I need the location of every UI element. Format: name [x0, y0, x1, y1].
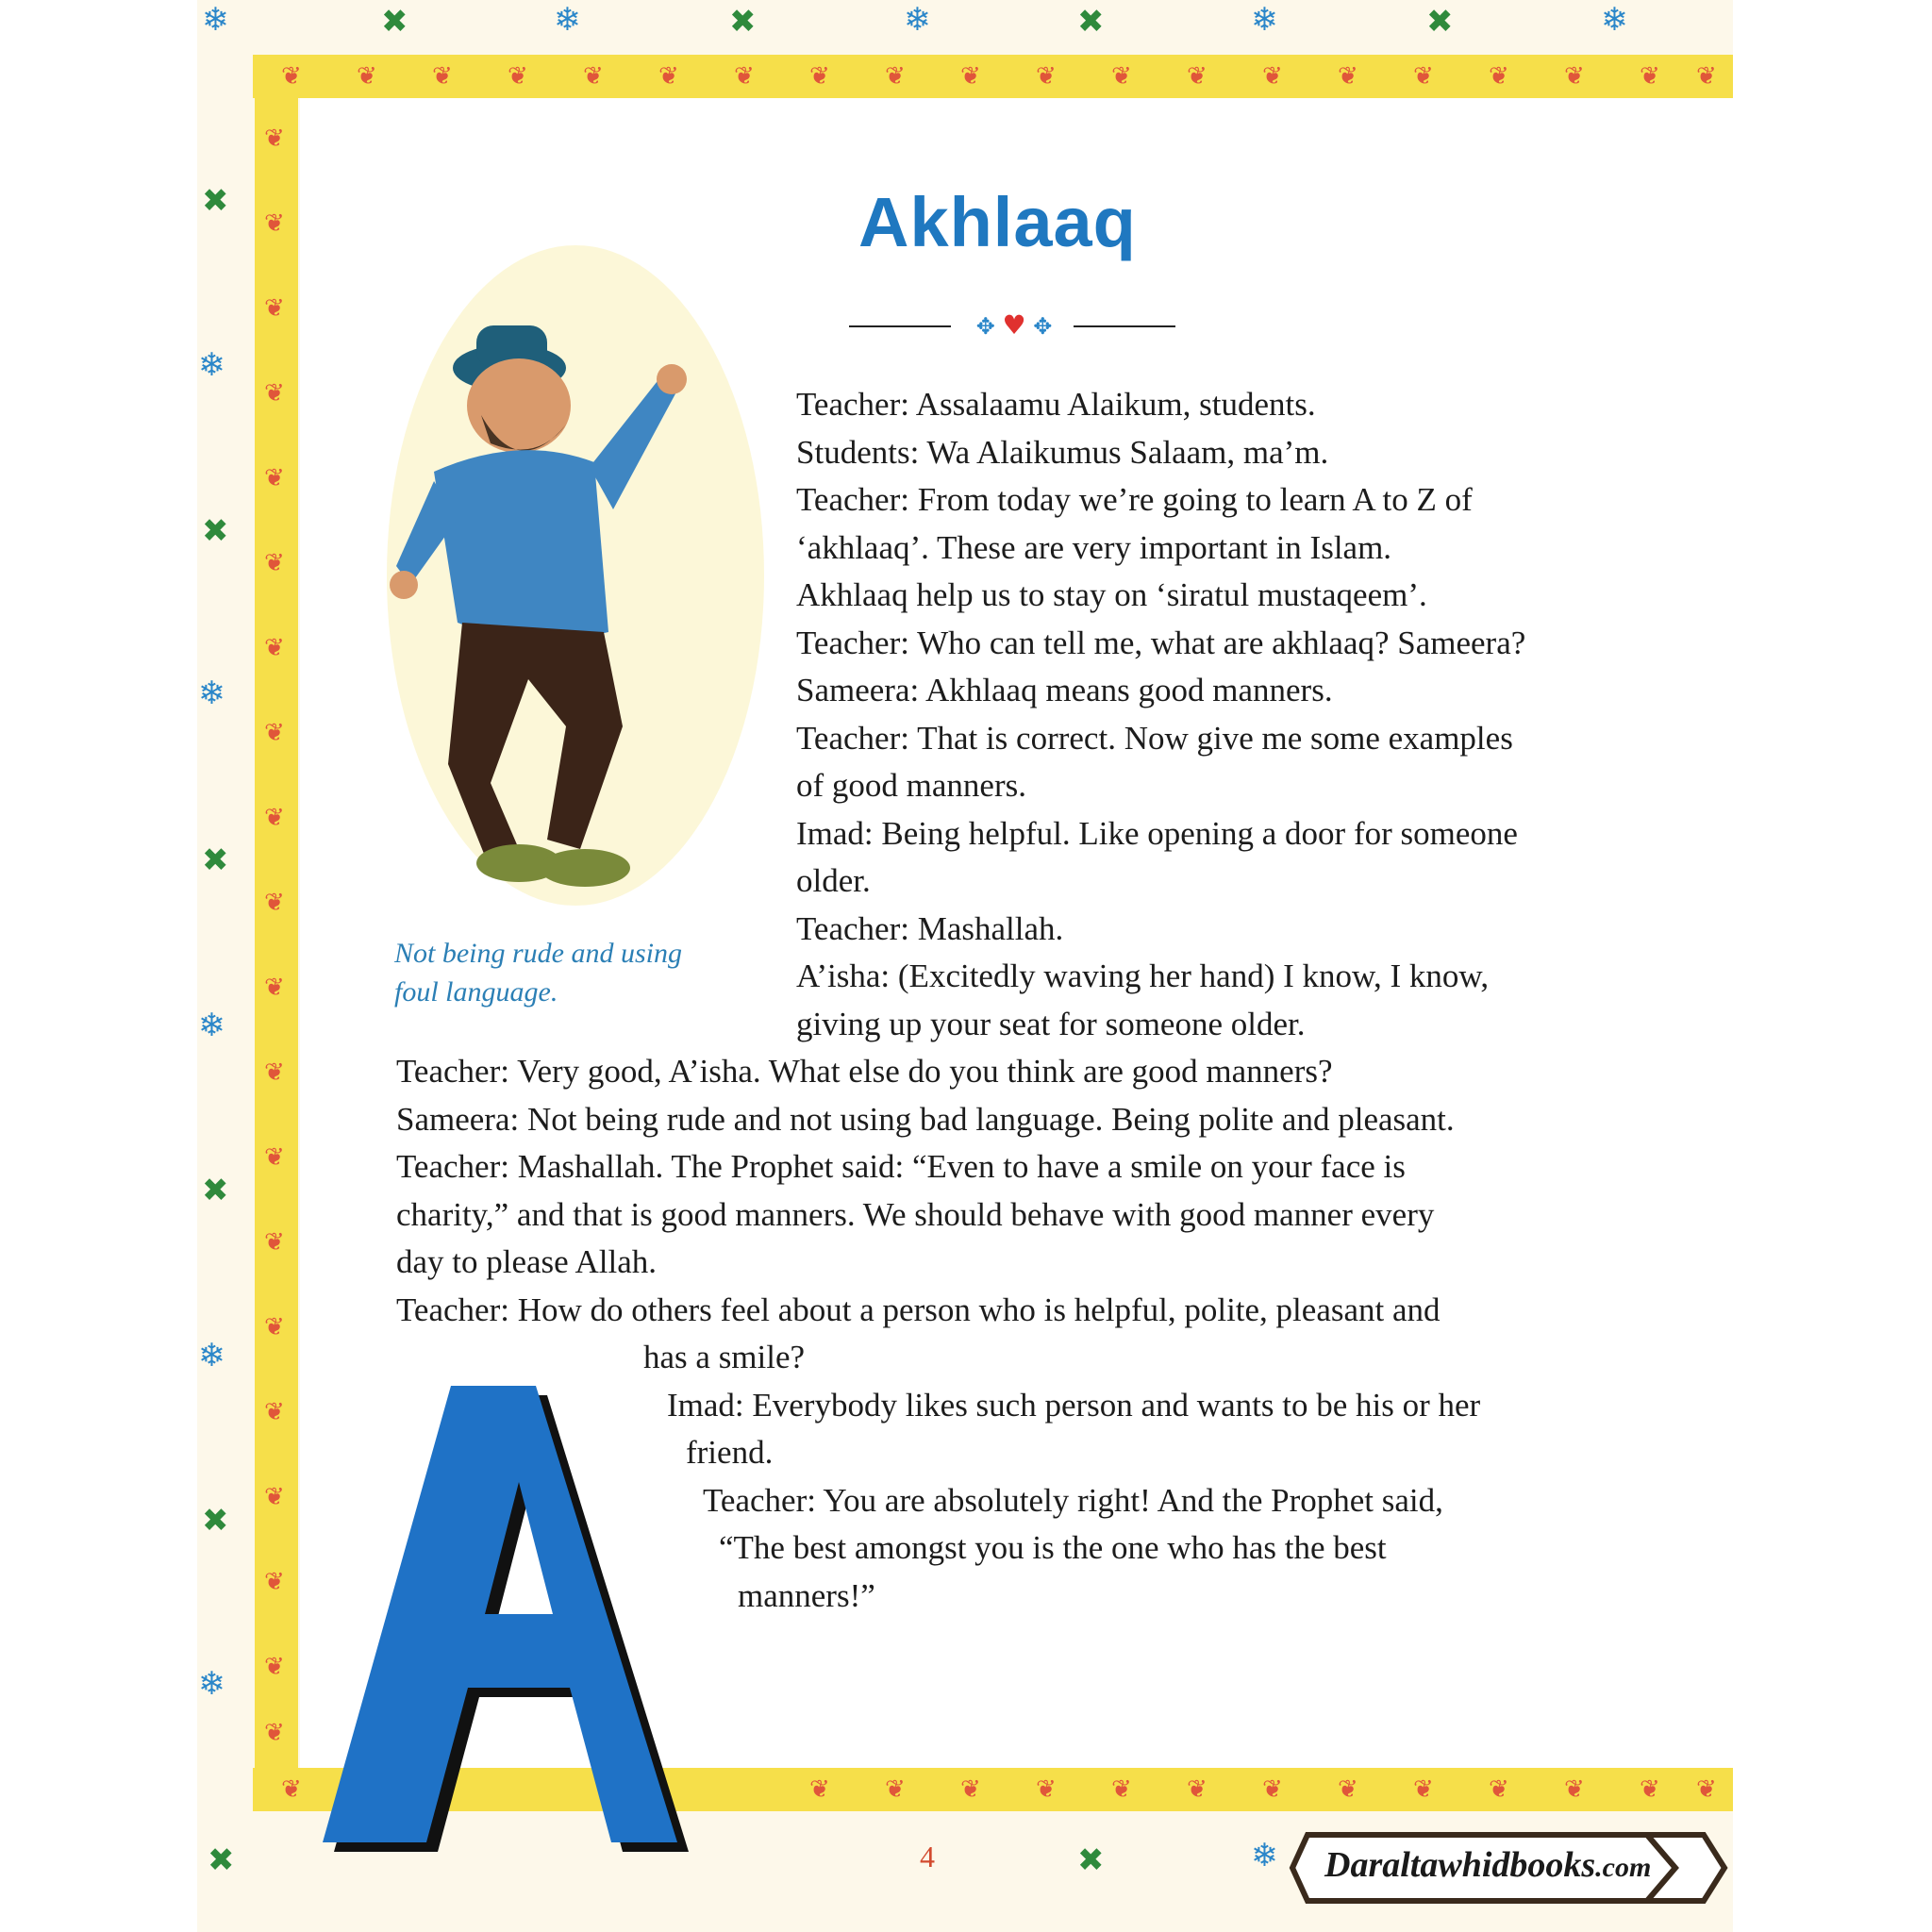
- dialog-top: [796, 381, 1525, 1048]
- dialog-line: Imad: Being helpful. Like opening a door for someone: [796, 814, 1518, 852]
- dialog-line: giving up your seat for someone older.: [796, 1005, 1306, 1042]
- dialog-line: Teacher: From today we’re going to learn A to Z of: [796, 481, 1473, 518]
- tulip-icon: ❦: [1696, 1775, 1717, 1804]
- snowflake-icon: ❄: [1251, 1, 1278, 39]
- tulip-icon: ❦: [960, 62, 981, 91]
- dialog-line: “The best amongst you is the one who has the best: [719, 1529, 1387, 1566]
- tulip-icon: ❦: [1564, 1775, 1585, 1804]
- heart-icon: ♥: [1002, 309, 1026, 341]
- snowflake-icon: ❄: [198, 675, 225, 712]
- tulip-icon: ❦: [1338, 1775, 1358, 1804]
- leaf-icon: ✖: [381, 3, 408, 41]
- big-letter: [321, 1382, 811, 1854]
- tulip-icon: ❦: [885, 1775, 906, 1804]
- tulip-icon: ❦: [264, 549, 285, 577]
- tulip-icon: ❦: [264, 1568, 285, 1596]
- tulip-icon: ❦: [1187, 62, 1208, 91]
- dialog-line: Teacher: Mashallah.: [796, 909, 1064, 947]
- tulip-icon: ❦: [281, 62, 302, 91]
- snowflake-icon: ❄: [198, 1007, 225, 1044]
- page-title: Akhlaaq: [858, 183, 1137, 261]
- dialog-line: manners!”: [738, 1576, 875, 1614]
- dialog-middle: [396, 1048, 1455, 1334]
- top-border: [253, 55, 1733, 98]
- tulip-icon: ❦: [1187, 1775, 1208, 1804]
- leaf-icon: ✖: [1077, 3, 1105, 41]
- tulip-icon: ❦: [281, 1775, 302, 1804]
- tulip-icon: ❦: [1696, 62, 1717, 91]
- tulip-icon: ❦: [264, 974, 285, 1002]
- tulip-icon: ❦: [1111, 62, 1132, 91]
- dialog-line: Teacher: Assalaamu Alaikum, students.: [796, 386, 1316, 423]
- tulip-icon: ❦: [264, 1398, 285, 1426]
- tulip-icon: ❦: [264, 294, 285, 323]
- dialog-line: charity,” and that is good manners. We should behave with good manner every: [396, 1195, 1435, 1233]
- snowflake-icon: ❄: [202, 1, 229, 39]
- tulip-icon: ❦: [264, 1143, 285, 1172]
- page-number: 4: [920, 1840, 935, 1874]
- tulip-icon: ❦: [357, 62, 377, 91]
- tulip-icon: ❦: [809, 1775, 830, 1804]
- tulip-icon: ❦: [508, 62, 528, 91]
- caption-line: foul language.: [394, 976, 558, 1008]
- tulip-icon: ❦: [1036, 1775, 1057, 1804]
- tulip-icon: ❦: [1036, 62, 1057, 91]
- divider-ornament: [962, 311, 1066, 341]
- dialog-line: ‘akhlaaq’. These are very important in Islam.: [796, 528, 1392, 566]
- leaf-icon: ✖: [202, 182, 229, 220]
- dialog-line: Teacher: You are absolutely right! And the Prophet said,: [703, 1481, 1443, 1519]
- watermark-badge: [1289, 1816, 1730, 1920]
- tulip-icon: ❦: [658, 62, 679, 91]
- tulip-icon: ❦: [1262, 1775, 1283, 1804]
- snowflake-icon: ❄: [554, 1, 581, 39]
- snowflake-icon: ❄: [1601, 1, 1628, 39]
- snowflake-icon: ❄: [198, 1337, 225, 1374]
- snowflake-icon: ❄: [1251, 1837, 1278, 1874]
- dialog-line: of good manners.: [796, 767, 1026, 804]
- leaf-icon: ✖: [202, 841, 229, 879]
- dialog-line: Sameera: Not being rude and not using bad language. Being polite and pleasant.: [396, 1100, 1455, 1138]
- leaf-icon: ✖: [729, 3, 757, 41]
- tulip-icon: ❦: [809, 62, 830, 91]
- dialog-line: Imad: Everybody likes such person and wants to be his or her: [667, 1386, 1481, 1424]
- dialog-line: Teacher: Mashallah. The Prophet said: “Even to have a smile on your face is: [396, 1148, 1406, 1185]
- dialog-line: Sameera: Akhlaaq means good manners.: [796, 672, 1333, 708]
- dialog-line: Akhlaaq help us to stay on ‘siratul mustaqeem’.: [796, 576, 1427, 613]
- dialog-line: Teacher: Who can tell me, what are akhlaaq? Sameera?: [796, 624, 1526, 661]
- tulip-icon: ❦: [264, 889, 285, 917]
- diamond-icon: ✥: [975, 313, 995, 340]
- tulip-icon: ❦: [1338, 62, 1358, 91]
- diamond-icon: ✥: [1033, 313, 1053, 340]
- tulip-icon: ❦: [264, 1228, 285, 1257]
- watermark-name: Daraltawhidbooks: [1324, 1845, 1596, 1885]
- dialog-line: Teacher: That is correct. Now give me some examples: [796, 719, 1513, 757]
- tulip-icon: ❦: [432, 62, 453, 91]
- tulip-icon: ❦: [1640, 62, 1660, 91]
- sailor-illustration: [377, 236, 774, 915]
- tulip-icon: ❦: [264, 804, 285, 832]
- snowflake-icon: ❄: [198, 1665, 225, 1703]
- dialog-line: has a smile?: [643, 1339, 806, 1375]
- watermark-text: [1324, 1844, 1651, 1886]
- watermark-suffix: .com: [1595, 1852, 1652, 1883]
- tulip-icon: ❦: [1489, 1775, 1509, 1804]
- tulip-icon: ❦: [264, 209, 285, 238]
- tulip-icon: ❦: [264, 1653, 285, 1681]
- caption-line: Not being rude and using: [394, 938, 682, 969]
- dialog-line: day to please Allah.: [396, 1243, 658, 1280]
- leaf-icon: ✖: [1426, 3, 1454, 41]
- title-divider: [849, 311, 1174, 340]
- tulip-icon: ❦: [264, 379, 285, 408]
- dialog-line: Students: Wa Alaikumus Salaam, ma’m.: [796, 433, 1329, 471]
- tulip-icon: ❦: [264, 125, 285, 153]
- dialog-line: friend.: [686, 1434, 774, 1471]
- tulip-icon: ❦: [1564, 62, 1585, 91]
- dialog-line: older.: [796, 862, 871, 899]
- tulip-icon: ❦: [1262, 62, 1283, 91]
- tulip-icon: ❦: [264, 464, 285, 492]
- leaf-icon: ✖: [202, 512, 229, 550]
- tulip-icon: ❦: [583, 62, 604, 91]
- tulip-icon: ❦: [264, 1483, 285, 1511]
- leaf-icon: ✖: [1077, 1841, 1105, 1879]
- leaf-icon: ✖: [202, 1172, 229, 1209]
- tulip-icon: ❦: [1111, 1775, 1132, 1804]
- leaf-icon: ✖: [208, 1841, 235, 1879]
- tulip-icon: ❦: [264, 719, 285, 747]
- dialog-line: Teacher: Very good, A’isha. What else do you think are good manners?: [396, 1053, 1333, 1090]
- tulip-icon: ❦: [1640, 1775, 1660, 1804]
- tulip-icon: ❦: [960, 1775, 981, 1804]
- dialog-line: A’isha: (Excitedly waving her hand) I know, I know,: [796, 958, 1490, 994]
- tulip-icon: ❦: [1413, 62, 1434, 91]
- tulip-icon: ❦: [734, 62, 755, 91]
- dialog-line: Teacher: How do others feel about a person who is helpful, polite, pleasant and: [396, 1291, 1441, 1328]
- snowflake-icon: ❄: [904, 1, 931, 39]
- tulip-icon: ❦: [264, 1058, 285, 1087]
- tulip-icon: ❦: [264, 634, 285, 662]
- tulip-icon: ❦: [1489, 62, 1509, 91]
- illustration-caption: [394, 934, 734, 1011]
- tulip-icon: ❦: [885, 62, 906, 91]
- snowflake-icon: ❄: [198, 346, 225, 384]
- tulip-icon: ❦: [264, 1719, 285, 1747]
- tulip-icon: ❦: [1413, 1775, 1434, 1804]
- leaf-icon: ✖: [202, 1502, 229, 1540]
- tulip-icon: ❦: [264, 1313, 285, 1341]
